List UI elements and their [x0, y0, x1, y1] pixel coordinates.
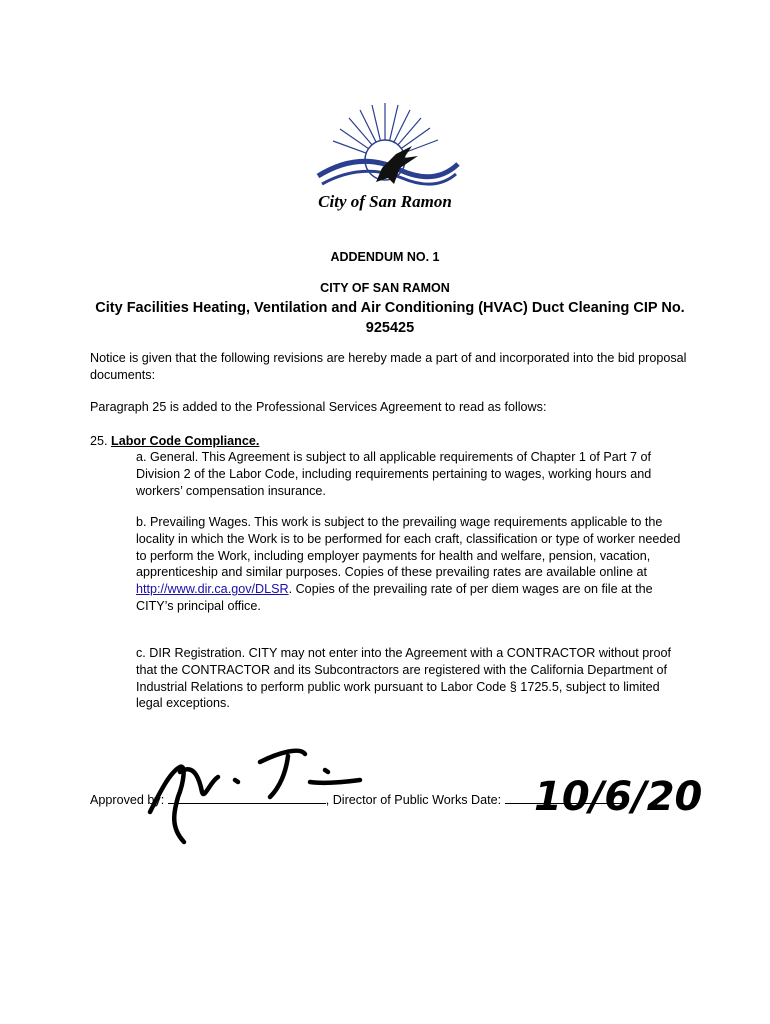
dlsr-link[interactable]: http://www.dir.ca.gov/DLSR: [136, 582, 289, 597]
subsection-c: c. DIR Registration. CITY may not enter into the Agreement with a CONTRACTOR without proof that the CONTRACTOR and its Subcontractors are registered with the California Department of Industrial Relations to perform public work pursuant to Labor Code § 1725.5, subject to limited legal exceptions.: [136, 646, 671, 711]
addendum-heading: ADDENDUM NO. 1: [330, 250, 440, 264]
city-name-logotype: City of San Ramon: [318, 192, 452, 211]
approved-by-label: Approved by:: [90, 793, 168, 807]
section-number: 25.: [90, 434, 108, 448]
director-label: , Director of Public Works Date:: [325, 793, 505, 807]
subsection-b-text: b. Prevailing Wages. This work is subject to the prevailing wage requirements applicable to the locality in which the Work is to be performed for each craft, classification or type of worker needed to perform the Work, including employer payments for health and welfare, pension, vacation, apprenticeship and similar purposes. Copies of these prevailing rates are available online at: [136, 515, 681, 580]
section-title: Labor Code Compliance.: [111, 434, 260, 448]
section-heading: [90, 433, 690, 450]
handwritten-date: [532, 764, 703, 826]
subsection-b: [136, 514, 681, 615]
project-title: City Facilities Heating, Ventilation and Air Conditioning (HVAC) Duct Cleaning CIP No. 925425: [95, 300, 685, 336]
city-heading: CITY OF SAN RAMON: [320, 281, 450, 295]
handwritten-signature: [140, 742, 370, 852]
handwritten-date-text: 10/6/20: [534, 774, 703, 820]
notice-paragraph: Notice is given that the following revisions are hereby made a part of and incorporated into the bid proposal documents:: [90, 351, 687, 382]
subsection-b-text-end: . Copies of the prevailing rate of per diem wages are on file at the CITY’s principal office.: [136, 582, 653, 613]
subsection-a: a. General. This Agreement is subject to all applicable requirements of Chapter 1 of Part 7 of Division 2 of the Labor Code, including requirements pertaining to wages, working hours and workers’ compensation insurance.: [136, 450, 652, 498]
paragraph-25-intro: Paragraph 25 is added to the Professional Services Agreement to read as follows:: [90, 400, 547, 414]
